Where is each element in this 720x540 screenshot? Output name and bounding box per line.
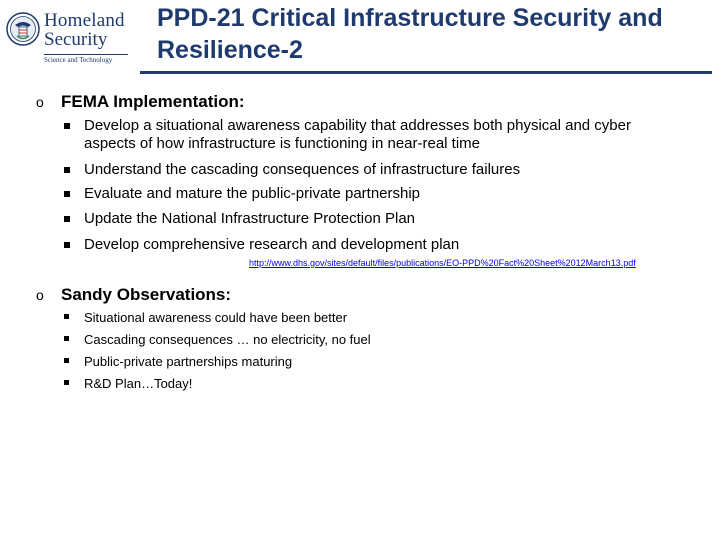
section-heading-text: FEMA Implementation: (61, 92, 245, 111)
title-divider (140, 71, 712, 74)
square-bullet-icon (64, 167, 70, 173)
list-item (64, 375, 684, 393)
list-item (64, 331, 684, 349)
list-item-text: Evaluate and mature the public-private partnership (84, 185, 421, 202)
square-bullet-icon (64, 314, 69, 319)
square-bullet-icon (64, 123, 70, 129)
list-item (64, 117, 684, 153)
section-heading-text: Sandy Observations: (61, 285, 232, 304)
list-item (64, 353, 684, 371)
hollow-circle-bullet-icon: o (36, 94, 44, 110)
list-item-text: R&D Plan…Today! (84, 376, 193, 391)
list-item (64, 185, 684, 203)
list-item (64, 161, 684, 179)
section-heading-sandy (36, 285, 231, 305)
list-item-text: Update the National Infrastructure Protection Plan (84, 210, 416, 227)
hollow-circle-bullet-icon: o (36, 287, 44, 303)
square-bullet-icon (64, 242, 70, 248)
list-item-text: Public-private partnerships maturing (84, 354, 293, 369)
square-bullet-icon (64, 216, 70, 222)
slide-title: PPD-21 Critical Infrastructure Security and Resilience-2 (157, 4, 663, 64)
square-bullet-icon (64, 358, 69, 363)
list-item (64, 210, 684, 228)
list-item (64, 236, 684, 254)
square-bullet-icon (64, 191, 70, 197)
square-bullet-icon (64, 336, 69, 341)
logo-divider (44, 54, 128, 55)
list-item-text: Develop comprehensive research and development plan (84, 236, 460, 253)
logo-subline: Science and Technology (44, 56, 113, 64)
list-item-text: Situational awareness could have been better (84, 310, 348, 325)
square-bullet-icon (64, 380, 69, 385)
list-item (64, 309, 684, 327)
list-item-text: Develop a situational awareness capability that addresses both physical and cyber aspects of how infrastructure is functioning in near-real time (84, 117, 631, 152)
logo-line-security: Security (44, 29, 108, 50)
source-link[interactable]: http://www.dhs.gov/sites/default/files/publications/EO-PPD%20Fact%20Sheet%2012March13.pdf (249, 258, 636, 268)
section-heading-fema (36, 92, 245, 112)
logo-line-homeland: Homeland (44, 10, 125, 31)
dhs-logo (6, 8, 128, 66)
list-item-text: Understand the cascading consequences of infrastructure failures (84, 161, 521, 178)
list-item-text: Cascading consequences … no electricity, no fuel (84, 332, 371, 347)
dhs-seal-icon (6, 12, 40, 46)
